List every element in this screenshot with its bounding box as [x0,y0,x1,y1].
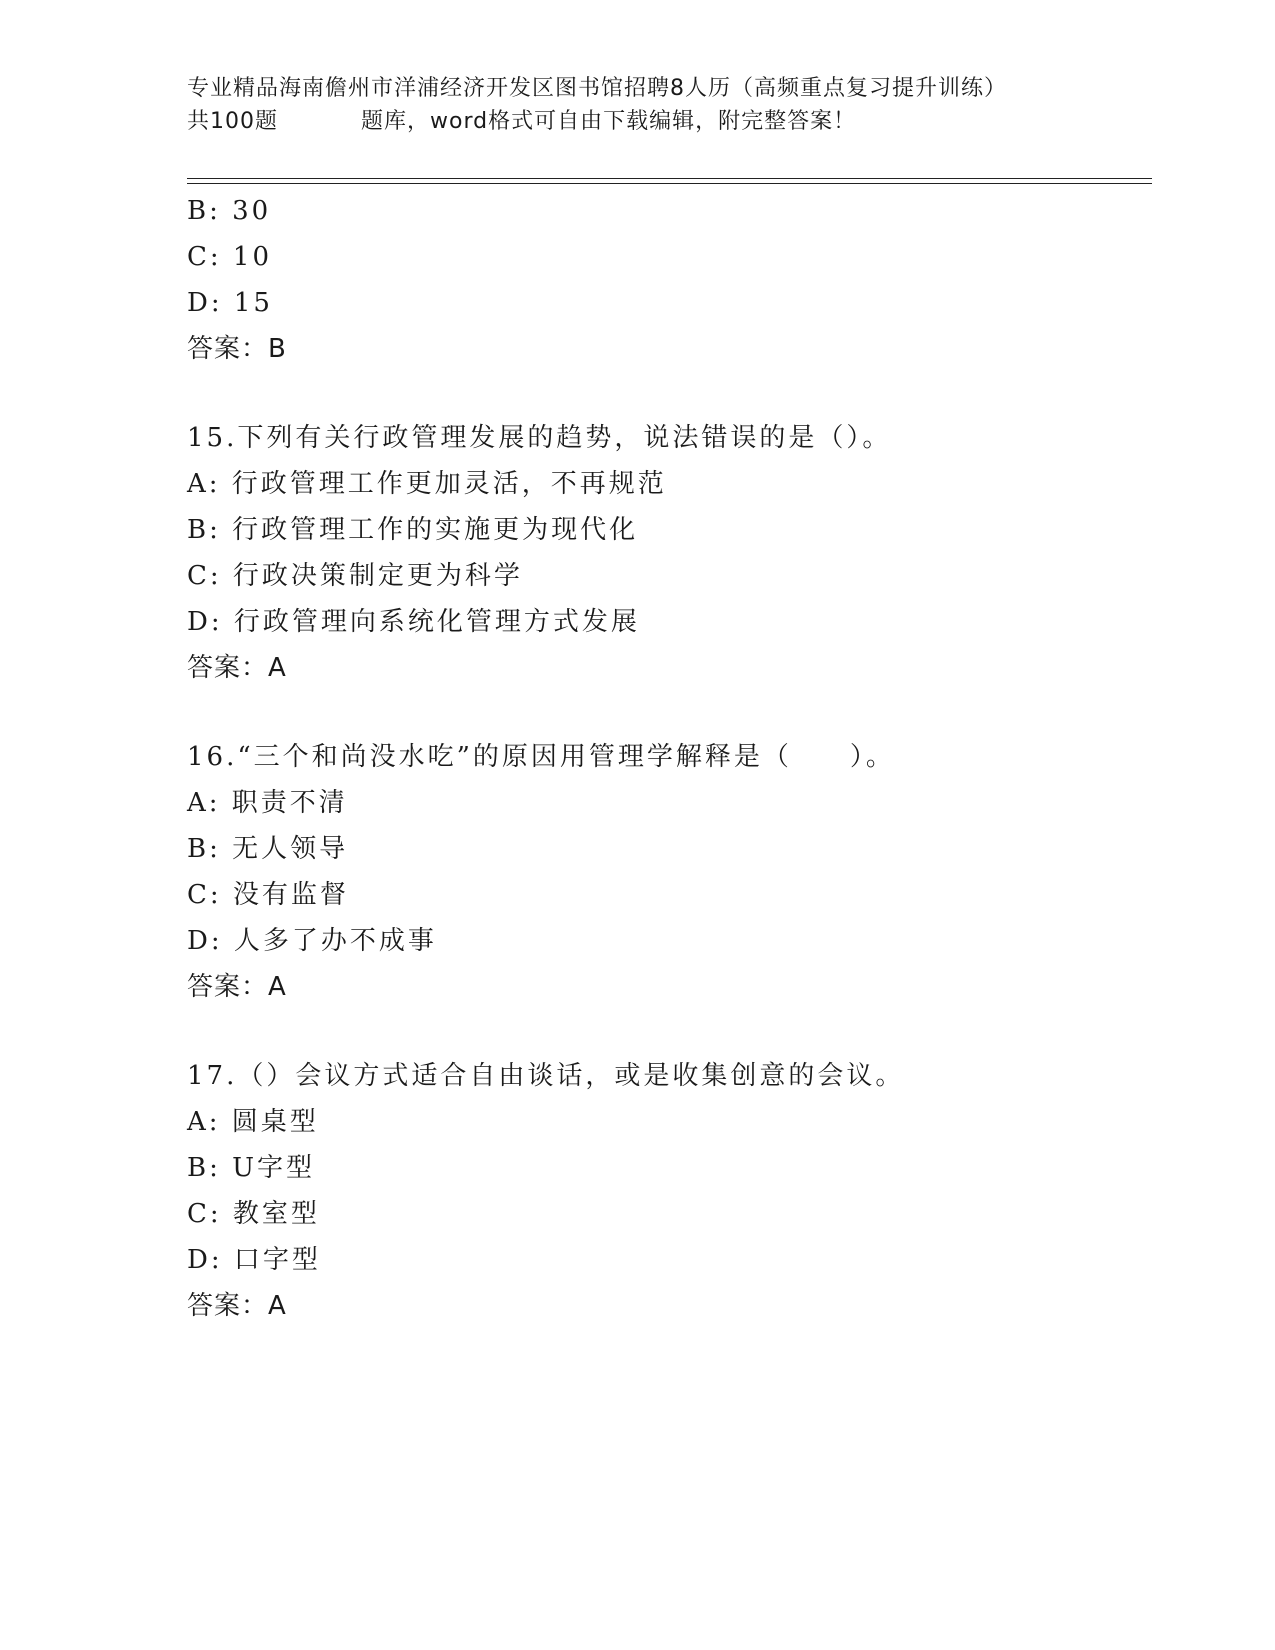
question-text: 15.下列有关行政管理发展的趋势，说法错误的是（）。 [187,423,892,453]
option-c: C: 教室型 [187,1199,320,1229]
answer: 答案：A [187,653,287,683]
option-d: D: 人多了办不成事 [187,926,437,956]
option-c: C: 行政决策制定更为科学 [187,561,523,591]
option-c: C: 10 [187,242,273,272]
header-note: 题库，word格式可自由下载编辑，附完整答案！ [361,109,857,134]
question-17 [187,1053,1147,1329]
question-16 [187,734,1147,1010]
question-text: 16.“三个和尚没水吃”的原因用管理学解释是（ ）。 [187,742,895,772]
option-c: C: 没有监督 [187,880,349,910]
answer: 答案：B [187,334,287,364]
document-header [187,72,1107,138]
header-subtitle [187,105,1107,138]
question-15 [187,415,1147,691]
header-divider-bottom [187,183,1152,184]
header-title: 专业精品海南儋州市洋浦经济开发区图书馆招聘8人历（高频重点复习提升训练） [187,76,1007,101]
option-b: B: 行政管理工作的实施更为现代化 [187,515,639,545]
option-a: A: 圆桌型 [187,1107,319,1137]
option-b: B: U字型 [187,1153,316,1183]
option-d: D: 口字型 [187,1245,321,1275]
option-d: D: 行政管理向系统化管理方式发展 [187,607,640,637]
answer: 答案：A [187,972,287,1002]
option-d: D: 15 [187,288,273,318]
question-count: 共100题 [187,109,278,134]
question-text: 17.（）会议方式适合自由谈话，或是收集创意的会议。 [187,1061,905,1091]
question-14 [187,188,1147,372]
option-b: B: 无人领导 [187,834,349,864]
header-divider-top [187,178,1152,179]
option-a: A: 职责不清 [187,788,348,818]
question-list [187,188,1147,1329]
option-b: B: 30 [187,196,272,226]
option-a: A: 行政管理工作更加灵活，不再规范 [187,469,667,499]
answer: 答案：A [187,1291,287,1321]
